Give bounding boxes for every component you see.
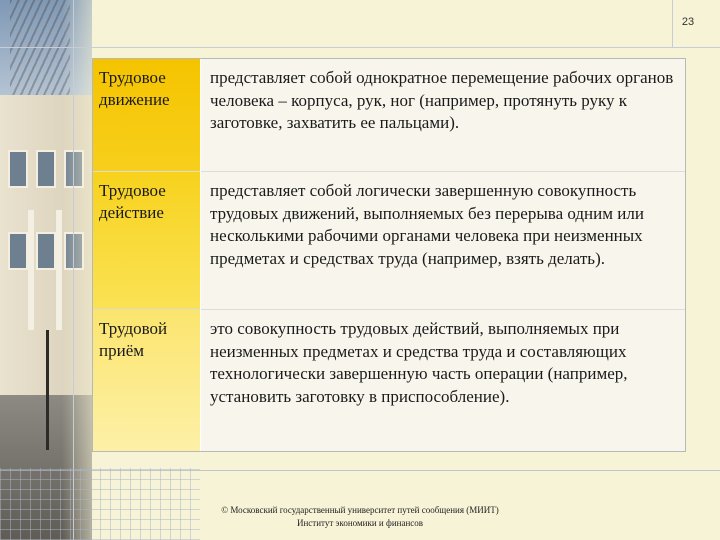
table-row — [93, 310, 685, 451]
footer-copyright: © Московский государственный университет путей сообщения (МИИТ) — [221, 505, 499, 515]
table-row — [93, 172, 685, 309]
table-row — [93, 59, 685, 171]
window — [36, 232, 56, 270]
photo-fade — [62, 0, 92, 540]
term-cell: Трудовое движение — [93, 59, 200, 171]
page-number: 23 — [681, 16, 695, 28]
window — [8, 150, 28, 188]
term-cell: Трудовое действие — [93, 172, 200, 309]
column — [28, 210, 34, 330]
definitions-table — [92, 58, 686, 452]
description-cell: представляет собой логически завершенную совокупность трудовых движений, выполняемых без перерыва одним или несколькими рабочими органами человека при неизменных предметах и средствах труда (например, взять делать). — [201, 172, 685, 309]
decor-bottom-line — [0, 470, 720, 471]
term-cell: Трудовой приём — [93, 310, 200, 451]
description-cell: это совокупность трудовых действий, выполняемых при неизменных предметах и средства труда и составляющих технологически завершенную часть операции (например, установить заготовку в приспособление). — [201, 310, 685, 451]
tree-branches — [10, 0, 70, 110]
decor-horizontal-line — [0, 47, 720, 48]
column-separator — [200, 59, 201, 451]
window — [8, 232, 28, 270]
description-cell: представляет собой однократное перемещение рабочих органов человека – корпуса, рук, ног (например, протянуть руку к заготовке, захватить ее пальцами). — [201, 59, 685, 171]
street-lamp — [46, 330, 49, 450]
decor-vertical-line-right — [672, 0, 673, 48]
decor-vertical-line — [73, 0, 74, 540]
decor-grid — [0, 468, 200, 540]
footer-institute: Институт экономики и финансов — [296, 518, 424, 528]
window — [36, 150, 56, 188]
building-photo — [0, 0, 92, 540]
footer — [190, 504, 530, 530]
